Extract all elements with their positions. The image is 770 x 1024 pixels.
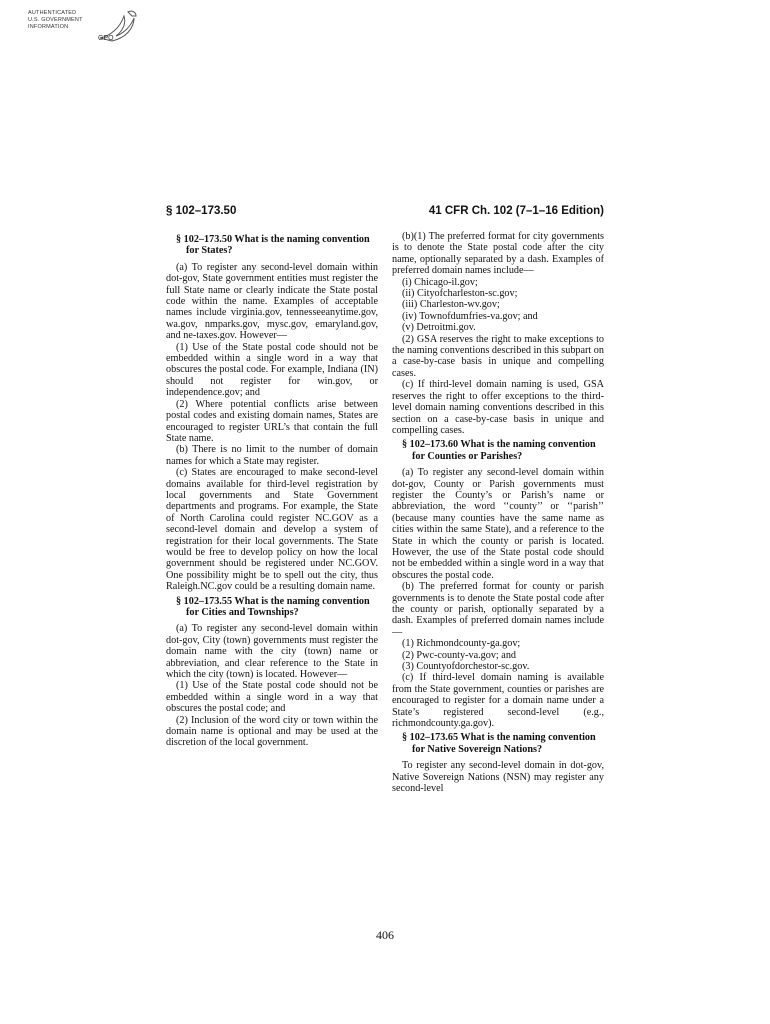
section-heading: § 102–173.65 What is the naming convention for Native Sovereign Nations? — [402, 732, 596, 755]
seal-text-line2: U.S. GOVERNMENT — [28, 17, 83, 23]
paragraph: (b) The preferred format for county or parish governments is to denote the State postal code after the county or parish, optionally separated by a dash. Examples of preferred domain names include— — [392, 581, 604, 638]
running-head-section: § 102–173.50 — [166, 205, 237, 217]
gpo-authentication-seal — [28, 8, 143, 46]
paragraph: (1) Use of the State postal code should not be embedded within a single word in a way that obscures the postal code; and — [166, 680, 378, 715]
paragraph: To register any second-level domain in dot-gov, Native Sovereign Nations (NSN) may register any second-level — [392, 760, 604, 795]
list-item: (ii) Cityofcharleston-sc.gov; — [402, 288, 518, 300]
paragraph: (a) To register any second-level domain within dot-gov, State government entities must register the full State name or clearly indicate the State postal code within the name. Examples of acceptable names include virginia.gov, tennesseeanytime.gov, wa.gov, nmparks.gov, mysc.gov, emaryland.gov, and ne-taxes.gov. However— — [166, 261, 378, 342]
list-item: (i) Chicago-il.gov; — [402, 276, 478, 288]
paragraph: (c) States are encouraged to make second-level domains available for third-level registration by local governments and State Government departments and programs. For example, the State of North Carolina could register NC.GOV as a second-level domain and develop a system of registration for their local governments. The State would be free to develop policy on how the local government should be registered under NC.GOV. One possibility might be to spell out the city, thus Raleigh.NC.gov could be a resulting domain name. — [166, 467, 378, 593]
paragraph: (2) Inclusion of the word city or town within the domain name is optional and may be used at the discretion of the local government. — [166, 714, 378, 749]
running-head-title: 41 CFR Ch. 102 (7–1–16 Edition) — [428, 205, 604, 217]
section-heading: § 102–173.55 What is the naming convention for Cities and Townships? — [176, 595, 370, 618]
seal-text-line3: INFORMATION — [28, 24, 69, 30]
list-item: (2) Pwc-county-va.gov; and — [402, 649, 517, 661]
right-column — [392, 231, 604, 795]
seal-text-line1: AUTHENTICATED — [28, 10, 77, 16]
list-item: (iii) Charleston-wv.gov; — [402, 299, 500, 311]
paragraph: (c) If third-level domain naming is available from the State government, counties or parishes are encouraged to register for a domain name under a State’s registered second-level (e.g., richmondcounty.ga.gov). — [392, 672, 604, 730]
paragraph: (a) To register any second-level domain within dot-gov, City (town) governments must register the domain name with the city (town) name or abbreviation, and clear reference to the State in which the city (town) is located. However— — [166, 623, 378, 681]
section-heading: § 102–173.60 What is the naming convention for Counties or Parishes? — [402, 439, 596, 462]
list-item: (1) Richmondcounty-ga.gov; — [402, 638, 521, 650]
paragraph: (c) If third-level domain naming is used, GSA reserves the right to offer exceptions to the third-level domain naming conventions described in this section on a case-by-case basis in unique and compelling cases. — [392, 379, 604, 436]
list-item: (3) Countyofdorchestor-sc.gov. — [402, 661, 530, 673]
page-number: 406 — [376, 928, 394, 942]
left-column — [166, 231, 378, 749]
paragraph: (2) GSA reserves the right to make exceptions to the naming conventions described in this subpart on a case-by-case basis in unique and compelling cases. — [392, 333, 604, 379]
paragraph: (1) Use of the State postal code should not be embedded within a single word in a way that obscures the postal code. For example, Indiana (IN) should not register for win.gov, or independence.gov; and — [166, 341, 378, 399]
section-heading: § 102–173.50 What is the naming convention for States? — [176, 234, 370, 257]
list-item: (v) Detroitmi.gov. — [402, 322, 476, 334]
list-item: (iv) Townofdumfries-va.gov; and — [402, 310, 538, 322]
paragraph: (2) Where potential conflicts arise between postal codes and existing domain names, States are encouraged to register URL’s that contain the full State name. — [166, 398, 378, 444]
paragraph: (b) There is no limit to the number of domain names for which a State may register. — [166, 444, 378, 467]
paragraph: (a) To register any second-level domain within dot-gov, County or Parish governments must register the County’s or Parish’s name or abbreviation, the word ‘‘county’’ or ‘‘parish’’ (because many counties have the same name as cities within the same State), and a reference to the State in which the county or parish is located. However, the use of the State postal code should not be embedded within a single word in a way that obscures the postal code. — [392, 467, 604, 581]
paragraph: (b)(1) The preferred format for city governments is to denote the State postal code after the city name, optionally separated by a dash. Examples of preferred domain names include— — [392, 231, 604, 277]
seal-gpo-label: GPO — [98, 35, 114, 42]
